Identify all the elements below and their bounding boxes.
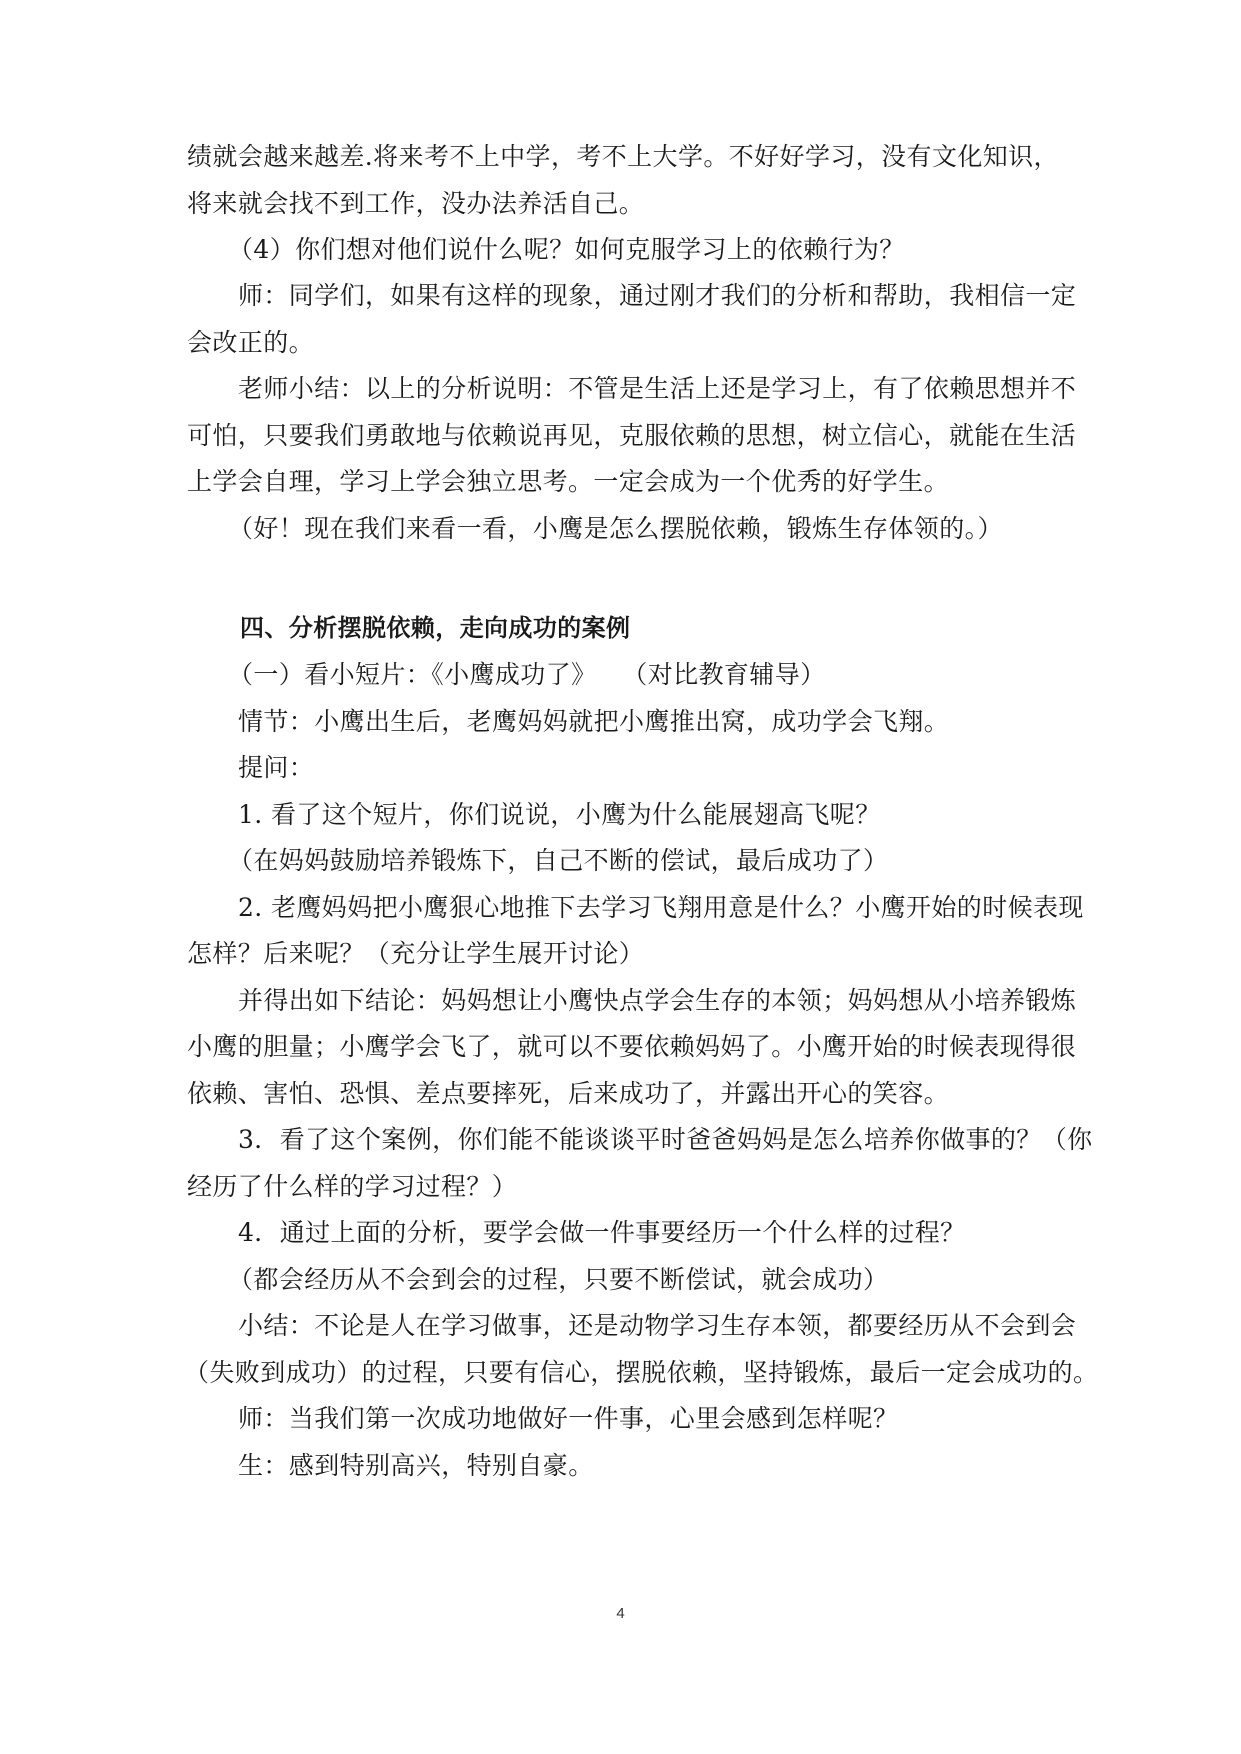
body-text-line: （4）你们想对他们说什么呢？如何克服学习上的依赖行为？ (228, 235, 905, 264)
page-number: 4 (616, 1605, 625, 1622)
body-text-line: （都会经历从不会到会的过程，只要不断偿试，就会成功） (228, 1265, 889, 1294)
body-text-line: 4．通过上面的分析，要学会做一件事要经历一个什么样的过程？ (238, 1218, 966, 1247)
body-text-line: 老师小结：以上的分析说明：不管是生活上还是学习上，有了依赖思想并不 (238, 374, 1077, 403)
body-text-line: 师：当我们第一次成功地做好一件事，心里会感到怎样呢？ (238, 1404, 899, 1433)
body-text-line: 可怕，只要我们勇敢地与依赖说再见，克服依赖的思想，树立信心，就能在生活 (187, 421, 1077, 450)
body-text-line: 依赖、害怕、恐惧、差点要摔死，后来成功了，并露出开心的笑容。 (187, 1079, 950, 1108)
body-text-line: 2. 老鹰妈妈把小鹰狠心地推下去学习飞翔用意是什么？小鹰开始的时候表现 (238, 893, 1084, 922)
section-heading: 四、分析摆脱依赖，走向成功的案例 (240, 614, 631, 642)
body-text-line: 师：同学们，如果有这样的现象，通过刚才我们的分析和帮助，我相信一定 (238, 281, 1077, 310)
body-text-line: 1. 看了这个短片，你们说说，小鹰为什么能展翅高飞呢？ (238, 800, 881, 829)
body-text-line: 将来就会找不到工作，没办法养活自己。 (187, 189, 645, 218)
body-text-line: 怎样？后来呢？（充分让学生展开讨论） (187, 939, 645, 968)
body-text-line: 小结：不论是人在学习做事，还是动物学习生存本领，都要经历从不会到会 (238, 1311, 1077, 1340)
body-text-line: 绩就会越来越差.将来考不上中学，考不上大学。不好好学习，没有文化知识， (187, 142, 1059, 171)
body-text-line: 会改正的。 (187, 328, 315, 357)
body-text-line: 生：感到特别高兴，特别自豪。 (238, 1451, 594, 1480)
body-text-line: （一）看小短片：《小鹰成功了》 （对比教育辅导） (228, 660, 826, 689)
body-text-line: 3．看了这个案例，你们能不能谈谈平时爸爸妈妈是怎么培养你做事的？（你 (238, 1125, 1093, 1154)
body-text-line: （失败到成功）的过程，只要有信心，摆脱依赖，坚持锻炼，最后一定会成功的。 (184, 1358, 1099, 1387)
body-text-line: 小鹰的胆量；小鹰学会飞了，就可以不要依赖妈妈了。小鹰开始的时候表现得很 (187, 1032, 1077, 1061)
body-text-line: 情节：小鹰出生后，老鹰妈妈就把小鹰推出窝，成功学会飞翔。 (238, 707, 950, 736)
body-text-line: 经历了什么样的学习过程？） (187, 1172, 518, 1201)
body-text-line: 并得出如下结论：妈妈想让小鹰快点学会生存的本领；妈妈想从小培养锻炼 (238, 986, 1077, 1015)
body-text-line: （好！现在我们来看一看，小鹰是怎么摆脱依赖，锻炼生存体领的。） (228, 514, 1003, 543)
body-text-line: 上学会自理，学习上学会独立思考。一定会成为一个优秀的好学生。 (187, 467, 950, 496)
body-text-line: （在妈妈鼓励培养锻炼下，自己不断的偿试，最后成功了） (228, 846, 889, 875)
body-text-line: 提问： (238, 753, 315, 782)
